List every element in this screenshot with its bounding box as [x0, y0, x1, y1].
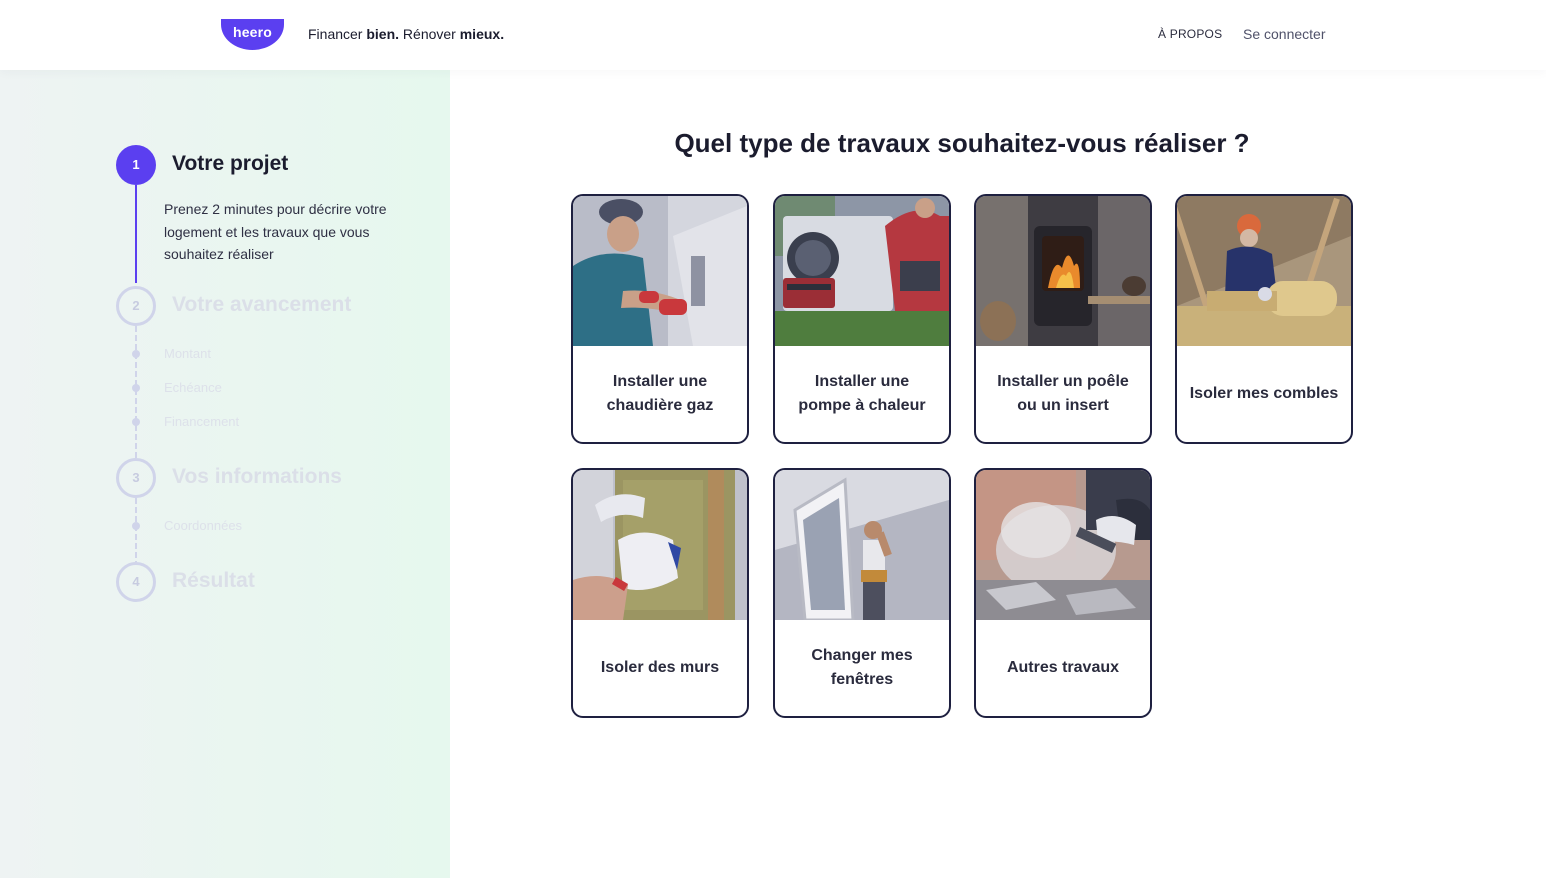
substep-montant: Montant	[164, 346, 211, 361]
tagline-bold2: mieux.	[459, 26, 505, 42]
option-label: Installer une pompe à chaleur	[798, 373, 926, 414]
option-card-autres-travaux[interactable]	[974, 468, 1152, 718]
step-2-title: Votre avancement	[172, 293, 352, 316]
option-label: Changer mes fenêtres	[811, 647, 913, 688]
boiler-installation-photo	[573, 196, 747, 346]
substep-dot	[132, 418, 140, 426]
option-label: Autres travaux	[1006, 659, 1120, 676]
step-4-indicator: 4	[116, 562, 156, 602]
option-label: Installer un poêle ou un insert	[997, 373, 1129, 414]
step-1-title: Votre projet	[172, 152, 289, 175]
option-card-chaudiere-gaz[interactable]	[571, 194, 749, 444]
step-3-connector	[135, 498, 137, 562]
option-label: Isoler mes combles	[1189, 385, 1339, 402]
wall-insulation-photo	[573, 470, 747, 620]
window-replacement-photo	[775, 470, 949, 620]
option-card-isoler-murs[interactable]	[571, 468, 749, 718]
progress-sidebar	[0, 70, 450, 878]
option-label: Installer une chaudière gaz	[606, 373, 714, 414]
wood-stove-photo	[976, 196, 1150, 346]
step-4-title: Résultat	[172, 569, 255, 592]
option-label: Isoler des murs	[600, 659, 720, 676]
tagline-part2: Rénover	[399, 26, 460, 42]
option-card-changer-fenetres[interactable]	[773, 468, 951, 718]
option-card-isoler-combles[interactable]	[1175, 194, 1353, 444]
page-question: Quel type de travaux souhaitez-vous réaliser ?	[674, 128, 1250, 158]
substep-dot	[132, 384, 140, 392]
step-1-connector	[135, 185, 137, 283]
tagline-part1: Financer	[308, 26, 367, 42]
step-1-description: Prenez 2 minutes pour décrire votre logement et les travaux que vous souhaitez réaliser	[164, 201, 387, 262]
nav-about-link[interactable]: À PROPOS	[1158, 27, 1223, 41]
tagline	[308, 26, 504, 42]
substep-echeance: Echéance	[164, 380, 222, 395]
step-2-connector	[135, 326, 137, 458]
nav-login-link[interactable]: Se connecter	[1243, 26, 1326, 42]
heero-logo[interactable]: heero	[221, 19, 284, 50]
step-1-indicator: 1	[116, 145, 156, 185]
substep-coordonnees: Coordonnées	[164, 518, 243, 533]
option-card-pompe-a-chaleur[interactable]	[773, 194, 951, 444]
substep-financement: Financement	[164, 414, 240, 429]
option-card-poele-insert[interactable]	[974, 194, 1152, 444]
step-3-indicator: 3	[116, 458, 156, 498]
other-works-photo	[976, 470, 1150, 620]
tagline-bold1: bien.	[366, 26, 400, 42]
substep-dot	[132, 522, 140, 530]
step-2-indicator: 2	[116, 286, 156, 326]
substep-dot	[132, 350, 140, 358]
attic-insulation-photo	[1177, 196, 1351, 346]
step-3-title: Vos informations	[172, 465, 342, 488]
heat-pump-photo	[775, 196, 949, 346]
header	[0, 0, 1546, 70]
